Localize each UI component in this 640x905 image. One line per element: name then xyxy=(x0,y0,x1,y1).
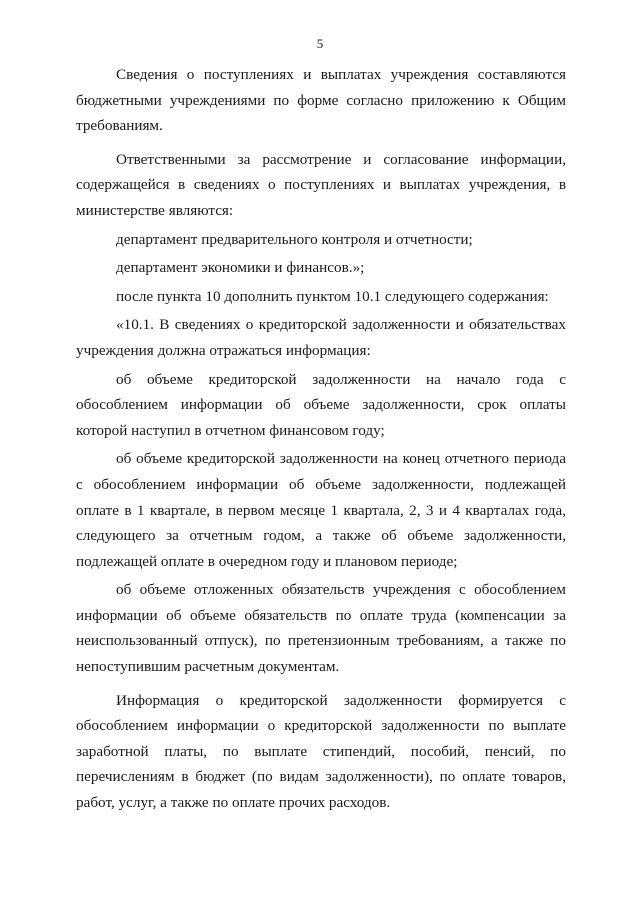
paragraph-clause-10-1: «10.1. В сведениях о кредиторской задолженности и обязательствах учреждения должна отражаться информация: xyxy=(76,316,566,359)
page-number: 5 xyxy=(316,36,324,51)
paragraph-reports-form: Сведения о поступлениях и выплатах учреждения составляются бюджетными учреждениями по форме согласно приложению к Общим требованиям. xyxy=(76,66,566,135)
paragraph-debt-information: Информация о кредиторской задолженности формируется с обособлением информации о кредиторской задолженности по выплате заработной платы, по выплате стипендий, пособий, пенсий, по перечислениям в бюджет (по видам задолженности), по оплате товаров, работ, услуг, а также по оплате прочих расходов. xyxy=(76,691,566,812)
paragraph-responsible: Ответственными за рассмотрение и согласование информации, содержащейся в сведениях о поступлениях и выплатах учреждения, в министерстве являются: xyxy=(76,150,566,219)
list-item-economy-department: департамент экономики и финансов.»; xyxy=(116,259,365,277)
paragraph-debt-end-period: об объеме кредиторской задолженности на конец отчетного периода с обособлением информации об объеме задолженности, подлежащей оплате в 1 квартале, в первом месяце 1 квартала, 2, 3 и 4 кварталах года, следующего за отчетным годом, а также об объеме задолженности, подлежащей оплате в очередном году и плановом периоде; xyxy=(76,450,566,570)
list-item-control-department: департамент предварительного контроля и отчетности; xyxy=(116,230,473,248)
paragraph-deferred-obligations: об объеме отложенных обязательств учреждения с обособлением информации об объеме обязательств по оплате труда (компенсации за неиспользованный отпуск), по претензионным требованиям, а также по непоступившим расчетным документам. xyxy=(76,581,566,676)
paragraph-debt-start-year: об объеме кредиторской задолженности на начало года с обособлением информации об объеме задолженности, срок оплаты которой наступил в отчетном финансовом году; xyxy=(76,370,566,439)
paragraph-amendment: после пункта 10 дополнить пунктом 10.1 следующего содержания: xyxy=(116,287,549,305)
document-body xyxy=(76,62,566,819)
